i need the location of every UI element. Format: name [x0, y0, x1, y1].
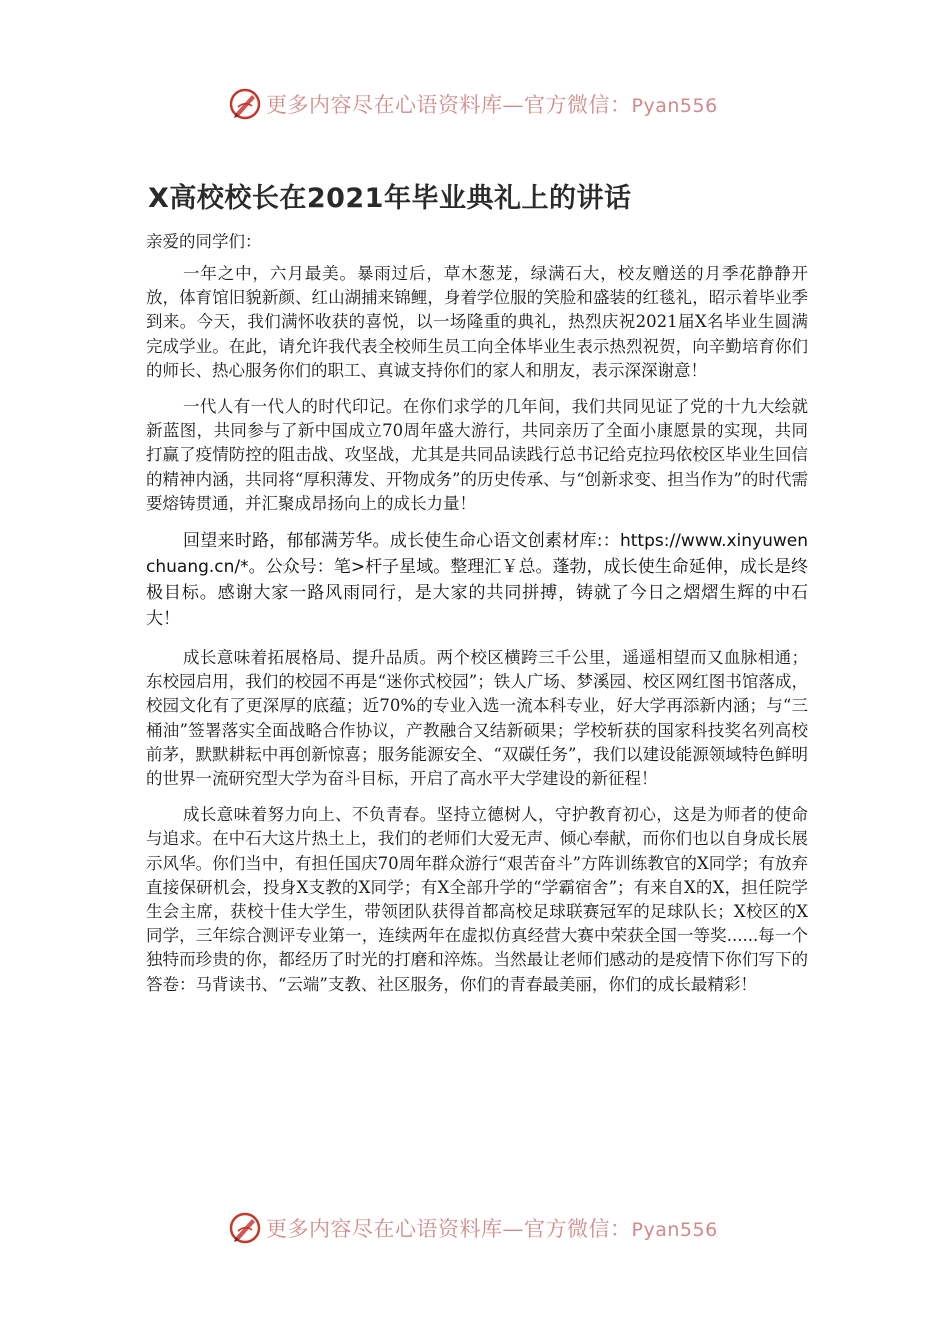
document-title: X高校校长在2021年毕业典礼上的讲话	[148, 183, 632, 214]
banner-slogan: 更多内容尽在心语资料库—官方微信：	[266, 1217, 632, 1241]
footer-banner	[228, 1208, 748, 1248]
paragraph-2: 一代人有一代人的时代印记。在你们求学的几年间，我们共同见证了党的十九大绘就新蓝图，共同参与了新中国成立70周年盛大游行，共同亲历了全面小康愿景的实现，共同打赢了疫情防控的阻击战、攻坚战，尤其是共同品读践行总书记给克拉玛依校区毕业生回信的精神内涵，共同将“厚积薄发、开物成务”的历史传承、与“创新求变、担当作为”的时代需要熔铸贯通，并汇聚成昂扬向上的成长力量！	[146, 397, 808, 513]
banner-account: Pyan556	[631, 95, 718, 117]
header-banner	[228, 84, 748, 124]
paragraph-1: 一年之中，六月最美。暴雨过后，草木葱茏，绿满石大，校友赠送的月季花静静开放，体育馆旧貌新颜、红山湖捕来锦鲤，身着学位服的笑脸和盛装的红毯礼，昭示着毕业季到来。今天，我们满怀收获的喜悦，以一场隆重的典礼，热烈庆祝2021届X名毕业生圆满完成学业。在此，请允许我代表全校师生员工向全体毕业生表示热烈祝贺，向辛勤培育你们的师长、热心服务你们的职工、真诚支持你们的家人和朋友，表示深深谢意！	[146, 264, 808, 380]
salutation: 亲爱的同学们：	[146, 232, 262, 251]
pen-logo-icon	[228, 87, 262, 121]
banner-text	[266, 1213, 718, 1243]
banner-text	[266, 89, 718, 119]
document-body	[146, 230, 808, 1009]
pen-logo-icon	[228, 1211, 262, 1245]
paragraph-3: 回望来时路，郁郁满芳华。成长使生命心语文创素材库:：https://www.xinyuwenchuang.cn/*。公众号：笔>杆子星域。整理汇￥总。蓬勃，成长使生命延伸，成长是终极目标。感谢大家一路风雨同行，是大家的共同拼搏，铸就了今日之熠熠生辉的中石大！	[146, 531, 808, 630]
banner-account: Pyan556	[631, 1219, 718, 1241]
paragraph-5: 成长意味着努力向上、不负青春。坚持立德树人，守护教育初心，这是为师者的使命与追求。在中石大这片热土上，我们的老师们大爱无声、倾心奉献，而你们也以自身成长展示风华。你们当中，有担任国庆70周年群众游行“艰苦奋斗”方阵训练教官的X同学；有放弃直接保研机会，投身X支教的X同学；有X全部升学的“学霸宿舍”；有来自X的X，担任院学生会主席，获校十佳大学生，带领团队获得首都高校足球联赛冠军的足球队长；X校区的X同学，三年综合测评专业第一，连续两年在虚拟仿真经营大赛中荣获全国一等奖......每一个独特而珍贵的你，都经历了时光的打磨和淬炼。当然最让老师们感动的是疫情下你们写下的答卷：马背读书、“云端”支教、社区服务，你们的青春最美丽，你们的成长最精彩！	[146, 805, 808, 994]
banner-slogan: 更多内容尽在心语资料库—官方微信：	[266, 93, 632, 117]
paragraph-4: 成长意味着拓展格局、提升品质。两个校区横跨三千公里，遥遥相望而又血脉相通；东校园启用，我们的校园不再是“迷你式校园”；铁人广场、梦溪园、校区网红图书馆落成，校园文化有了更深厚的底蕴；近70%的专业入选一流本科专业，好大学再添新内涵；与“三桶油”签署落实全面战略合作协议，产教融合又结新硕果；学校斩获的国家科技奖名列高校前茅，默默耕耘中再创新惊喜；服务能源安全、“双碳任务”，我们以建设能源领域特色鲜明的世界一流研究型大学为奋斗目标，开启了高水平大学建设的新征程！	[146, 648, 808, 789]
